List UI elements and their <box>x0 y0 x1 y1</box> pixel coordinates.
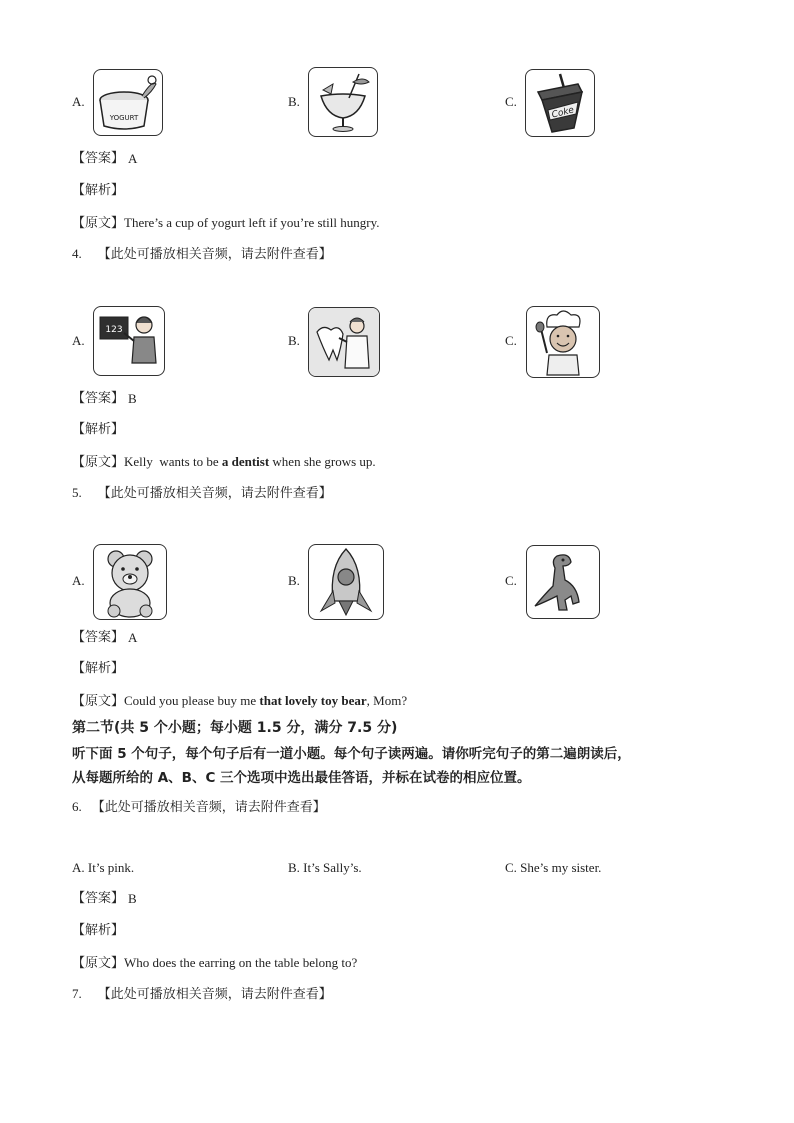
q6-answer-value: B <box>128 891 137 906</box>
q4-audio-note[interactable]: 【此处可播放相关音频，请去附件查看】 <box>97 247 332 262</box>
q3-source-text: There’s a cup of yogurt left if you’re still hungry. <box>124 215 380 230</box>
q5-answer-value: A <box>128 630 138 645</box>
q6-source-line <box>72 954 357 972</box>
cook-image <box>526 306 600 378</box>
section2-instruction-line1: 听下面 5 个句子，每个句子后有一道小题。每个句子读两遍。请你听完句子的第二遍朗读后， <box>72 746 631 762</box>
q5-analysis-tag: 【解析】 <box>72 661 125 676</box>
q3-option-a-letter: A. <box>72 94 85 109</box>
q6-answer-tag: 【答案】 <box>72 891 125 906</box>
q3-answer-tag: 【答案】 <box>72 151 125 166</box>
q4-source-line <box>72 453 376 471</box>
yogurt-cup-image <box>93 69 163 136</box>
q4-option-b-letter: B. <box>288 333 300 348</box>
q4-source-post: when she grows up. <box>269 454 376 469</box>
q6-option-c: C. She’s my sister. <box>505 860 602 875</box>
q4-option-a-letter: A. <box>72 333 85 348</box>
q5-source-pre: Could you please buy me <box>124 693 260 708</box>
q4-number: 4. <box>72 246 82 261</box>
q3-option-b-letter: B. <box>288 94 300 109</box>
toy-rocket-image <box>308 544 384 620</box>
q6-source-tag: 【原文】 <box>72 956 125 971</box>
coke-cup-image <box>525 69 595 137</box>
q5-source-post: , Mom? <box>366 693 408 708</box>
q7-header <box>72 985 332 1003</box>
q3-source-tag: 【原文】 <box>72 216 125 231</box>
q3-option-c-letter: C. <box>505 94 517 109</box>
q4-source-bold: a dentist <box>221 454 270 469</box>
q5-source-tag: 【原文】 <box>72 694 125 709</box>
q4-option-c-letter: C. <box>505 333 517 348</box>
q4-answer-tag: 【答案】 <box>72 391 125 406</box>
q4-analysis-tag: 【解析】 <box>72 422 125 437</box>
q6-source-text: Who does the earring on the table belong to? <box>124 955 358 970</box>
q3-analysis-tag: 【解析】 <box>72 183 125 198</box>
q3-source-line <box>72 214 380 232</box>
juice-glass-image <box>308 67 378 137</box>
q4-source-pre: Kelly wants to be <box>124 454 222 469</box>
q6-option-a: A. It’s pink. <box>72 860 135 875</box>
q6-audio-note[interactable]: 【此处可播放相关音频，请去附件查看】 <box>91 800 326 815</box>
q6-number: 6. <box>72 799 82 814</box>
teddy-bear-image <box>93 544 167 620</box>
section2-instruction-line2: 从每题所给的 A、B、C 三个选项中选出最佳答语，并标在试卷的相应位置。 <box>72 770 531 786</box>
q5-option-c-letter: C. <box>505 573 517 588</box>
q5-source-line <box>72 692 407 710</box>
q5-answer-tag: 【答案】 <box>72 630 125 645</box>
q4-answer-value: B <box>128 391 137 406</box>
q5-option-b-letter: B. <box>288 573 300 588</box>
coke-cup-label: Coke <box>550 105 576 121</box>
q5-source-bold: that lovely toy bear <box>259 693 367 708</box>
q5-header <box>72 484 332 502</box>
q6-header <box>72 798 326 816</box>
blackboard-label: 123 <box>105 325 123 335</box>
q3-answer-value: A <box>128 151 138 166</box>
q5-audio-note[interactable]: 【此处可播放相关音频，请去附件查看】 <box>97 486 332 501</box>
dentist-image <box>308 307 380 377</box>
q5-option-a-letter: A. <box>72 573 85 588</box>
teacher-blackboard-image <box>93 306 165 376</box>
section2-heading: 第二节(共 5 个小题；每小题 1.5 分，满分 7.5 分) <box>72 720 398 736</box>
svg-text:YOGURT: YOGURT <box>109 114 139 122</box>
q4-header <box>72 245 332 263</box>
q4-source-tag: 【原文】 <box>72 455 125 470</box>
q7-number: 7. <box>72 986 82 1001</box>
q7-audio-note[interactable]: 【此处可播放相关音频，请去附件查看】 <box>97 987 332 1002</box>
q5-number: 5. <box>72 485 82 500</box>
q6-option-b: B. It’s Sally’s. <box>288 860 362 875</box>
toy-dinosaur-image <box>526 545 600 619</box>
q6-analysis-tag: 【解析】 <box>72 923 125 938</box>
